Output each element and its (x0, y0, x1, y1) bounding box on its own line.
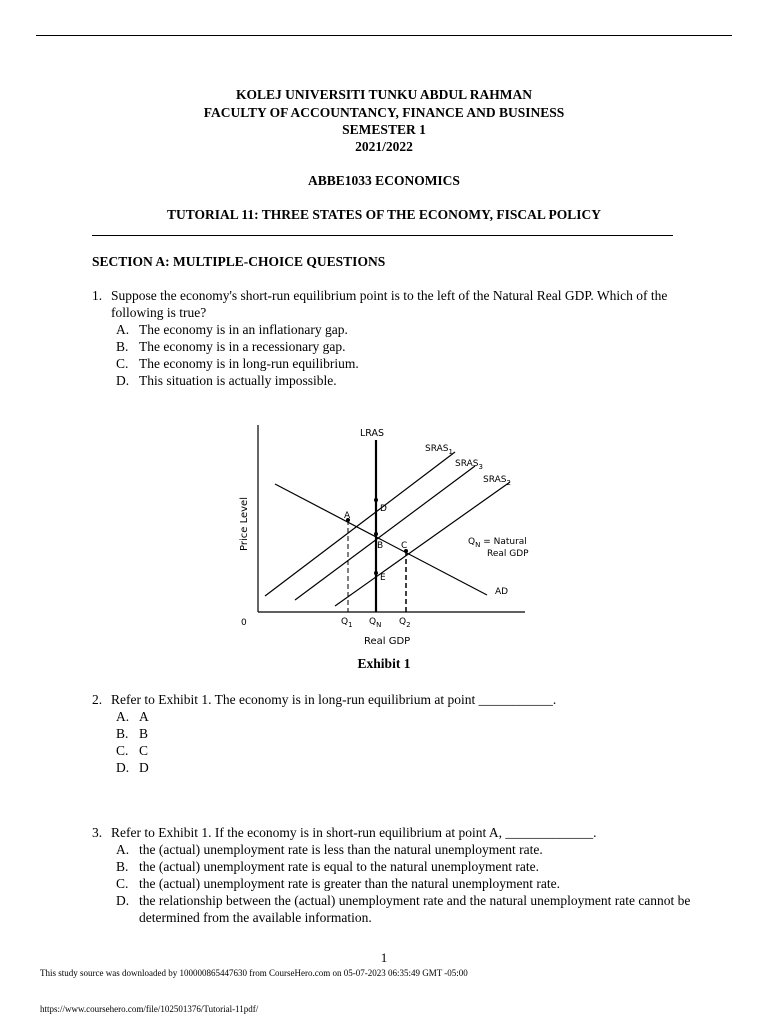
question-number: 2. (92, 692, 103, 707)
qn-text: Q (369, 617, 377, 627)
top-rule (36, 35, 732, 36)
option-text: the relationship between the (actual) unemployment rate and the natural unemployment rate cannot be determined from the available information. (139, 893, 691, 925)
question-number: 3. (92, 825, 103, 840)
q2-sub: 2 (406, 621, 411, 629)
sras3-sub: 3 (478, 463, 483, 471)
option-c[interactable] (116, 355, 712, 372)
option-text: B (139, 726, 149, 741)
question-stem: Refer to Exhibit 1. If the economy is in short-run equilibrium at point A, _____________. (111, 825, 597, 840)
question-3 (92, 824, 692, 926)
sras3-text: SRAS (455, 459, 479, 469)
sras2-label (483, 475, 511, 487)
ad-label: AD (495, 587, 509, 597)
qn-sub: N (376, 621, 382, 629)
question-stem: Suppose the economy's short-run equilibrium point is to the left of the Natural Real GDP. Which of the following is true? (111, 288, 668, 320)
lras-label: LRAS (360, 428, 385, 439)
question-number: 1. (92, 288, 103, 303)
sras1-text: SRAS (425, 444, 449, 454)
option-a[interactable] (116, 708, 712, 725)
option-d[interactable] (116, 372, 712, 389)
point-a-label: A (344, 511, 351, 521)
option-label: C. (116, 743, 129, 758)
legend-q: Q (468, 537, 476, 547)
point-d-marker (374, 498, 378, 502)
option-text: This situation is actually impossible. (139, 373, 337, 388)
qn-label (369, 617, 381, 629)
point-b-marker (374, 532, 378, 536)
option-text: the (actual) unemployment rate is equal to the natural unemployment rate. (139, 859, 539, 874)
option-text: the (actual) unemployment rate is greater than the natural unemployment rate. (139, 876, 560, 891)
x-axis-label: Real GDP (364, 636, 411, 647)
sras1-label (425, 444, 453, 456)
exhibit-1-diagram (225, 420, 545, 650)
option-label: B. (116, 726, 129, 741)
tutorial-title: TUTORIAL 11: THREE STATES OF THE ECONOMY, FISCAL POLICY (167, 207, 601, 222)
legend-sub: N (475, 541, 481, 549)
sras2-sub: 2 (506, 479, 511, 487)
course-title: ABBE1033 ECONOMICS (308, 173, 460, 188)
option-a[interactable] (116, 841, 692, 858)
option-label: C. (116, 356, 129, 371)
point-d-label: D (380, 504, 387, 514)
question-stem: Refer to Exhibit 1. The economy is in long-run equilibrium at point ___________. (111, 692, 557, 707)
option-label: A. (116, 842, 130, 857)
page-number: 1 (380, 950, 388, 965)
point-e-marker (374, 571, 378, 575)
option-d[interactable] (116, 759, 712, 776)
legend-line-2: Real GDP (487, 549, 529, 559)
option-label: A. (116, 709, 130, 724)
q2-text: Q (399, 617, 407, 627)
option-label: C. (116, 876, 129, 891)
option-text: The economy is in an inflationary gap. (139, 322, 348, 337)
q2-label (399, 617, 411, 629)
sras3-label (455, 459, 483, 471)
option-text: the (actual) unemployment rate is less than the natural unemployment rate. (139, 842, 543, 857)
question-2 (92, 691, 712, 776)
option-text: D (139, 760, 149, 775)
sras1-sub: 1 (448, 448, 453, 456)
point-c-label: C (401, 541, 408, 551)
exhibit-caption: Exhibit 1 (357, 656, 411, 671)
q1-label (341, 617, 353, 629)
download-note: This study source was downloaded by 100000865447630 from CourseHero.com on 05-07-2023 06:35:49 GMT -05:00 (40, 968, 468, 978)
option-c[interactable] (116, 742, 712, 759)
option-b[interactable] (116, 338, 712, 355)
option-label: D. (116, 760, 130, 775)
sras2-text: SRAS (483, 475, 507, 485)
option-d[interactable] (116, 892, 692, 926)
university-name: KOLEJ UNIVERSITI TUNKU ABDUL RAHMAN (235, 87, 533, 102)
option-label: A. (116, 322, 130, 337)
faculty-name: FACULTY OF ACCOUNTANCY, FINANCE AND BUSINESS (203, 105, 565, 120)
q1-text: Q (341, 617, 349, 627)
option-text: The economy is in long-run equilibrium. (139, 356, 359, 371)
option-label: D. (116, 893, 130, 908)
option-label: B. (116, 859, 129, 874)
option-a[interactable] (116, 321, 712, 338)
option-label: B. (116, 339, 129, 354)
option-b[interactable] (116, 725, 712, 742)
origin-label: 0 (241, 618, 247, 628)
source-url[interactable]: https://www.coursehero.com/file/102501376/Tutorial-11pdf/ (40, 1004, 259, 1014)
option-text: The economy is in a recessionary gap. (139, 339, 346, 354)
sras1-line (265, 452, 455, 596)
question-1 (92, 287, 712, 389)
option-text: C (139, 743, 149, 758)
option-b[interactable] (116, 858, 692, 875)
legend-eq: = Natural (480, 537, 527, 547)
semester: SEMESTER 1 (342, 122, 426, 137)
academic-year: 2021/2022 (355, 139, 413, 154)
point-b-label: B (377, 541, 384, 551)
option-text: A (139, 709, 149, 724)
option-c[interactable] (116, 875, 692, 892)
point-e-label: E (380, 573, 386, 583)
q1-sub: 1 (348, 621, 353, 629)
title-divider (92, 235, 673, 236)
option-label: D. (116, 373, 130, 388)
section-title: SECTION A: MULTIPLE-CHOICE QUESTIONS (92, 254, 386, 269)
legend-line-1 (468, 537, 527, 549)
y-axis-label: Price Level (239, 497, 250, 551)
